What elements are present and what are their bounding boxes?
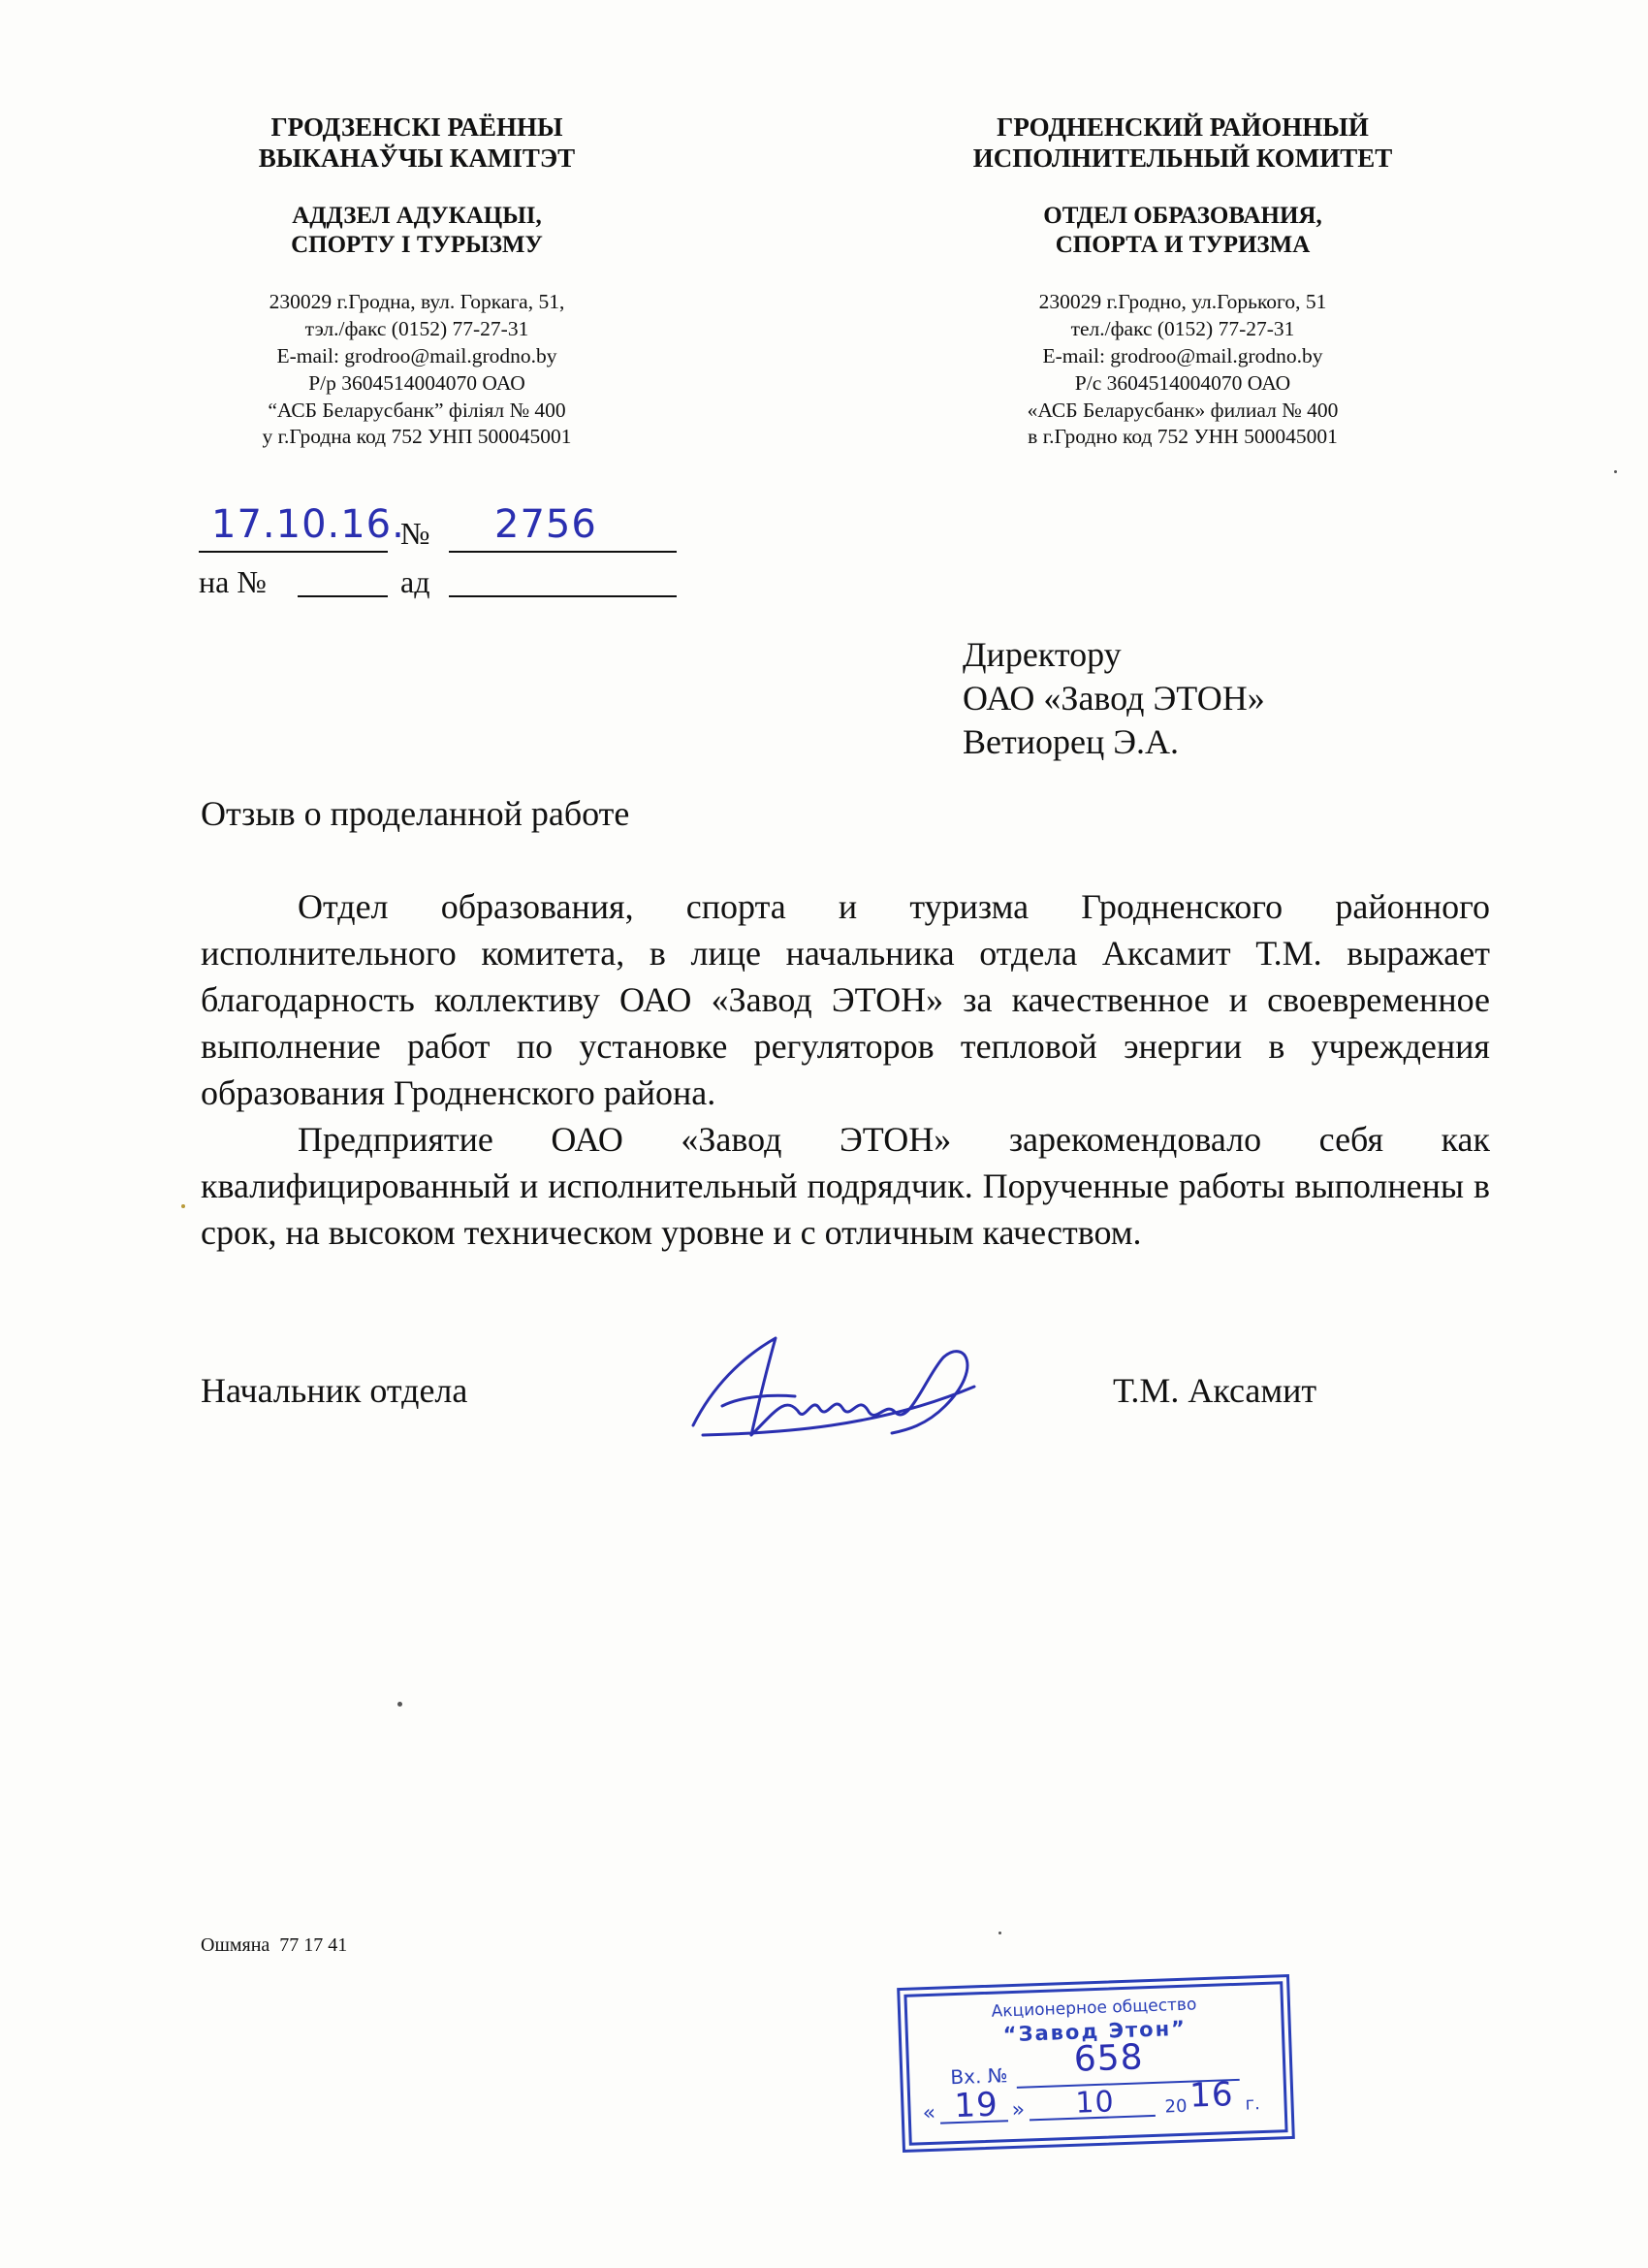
header-right-org-line1: ГРОДНЕНСКИЙ РАЙОННЫЙ bbox=[997, 112, 1369, 142]
addressee bbox=[963, 633, 1265, 764]
addressee-line: Директору bbox=[963, 635, 1122, 674]
scan-speck bbox=[1614, 470, 1617, 473]
stamp-year-prefix: 20 bbox=[1164, 2095, 1188, 2118]
reply-prefix: на № bbox=[199, 564, 267, 599]
header-left-org-line2: ВЫКАНАЎЧЫ КАМІТЭТ bbox=[258, 144, 576, 174]
header-left-address-line: у г.Гродна код 752 УНП 500045001 bbox=[262, 425, 572, 449]
scan-speck bbox=[181, 1204, 185, 1208]
date-underline bbox=[199, 551, 388, 553]
subject: Отзыв о проделанной работе bbox=[201, 794, 630, 833]
stamp-in-number: 658 bbox=[1073, 2037, 1145, 2080]
reply-number-underline bbox=[298, 595, 388, 597]
addressee-line: ОАО «Завод ЭТОН» bbox=[963, 679, 1265, 718]
stamp-quote-close: » bbox=[1011, 2097, 1026, 2124]
header-right-address-line: в г.Гродно код 752 УНН 500045001 bbox=[1028, 425, 1338, 449]
number-underline bbox=[449, 551, 677, 553]
header-right-address-line: E-mail: grodroo@mail.grodno.by bbox=[1042, 343, 1323, 367]
header-right-address-line: Р/с 3604514004070 ОАО bbox=[1074, 370, 1291, 395]
footer-note: Ошмяна 77 17 41 bbox=[201, 1934, 348, 1956]
reply-from: ад bbox=[400, 564, 430, 599]
stamp-quote-open: « bbox=[922, 2100, 936, 2126]
header-right-address-line: «АСБ Беларусбанк» филиал № 400 bbox=[1027, 398, 1339, 422]
registration-date: 17.10.16. bbox=[211, 502, 405, 547]
header-left-dept-line2: СПОРТУ І ТУРЫЗМУ bbox=[291, 231, 543, 258]
scan-speck bbox=[998, 1932, 1001, 1934]
stamp-day: 19 bbox=[953, 2085, 999, 2126]
registration-number: 2756 bbox=[494, 502, 597, 547]
header-right-address-line: тел./факс (0152) 77-27-31 bbox=[1070, 316, 1295, 340]
stamp-month: 10 bbox=[1074, 2085, 1116, 2121]
header-left-address-line: тэл./факс (0152) 77-27-31 bbox=[304, 316, 529, 340]
header-left-dept-line1: АДДЗЕЛ АДУКАЦЫІ, bbox=[292, 202, 542, 229]
addressee-line: Ветиорец Э.А. bbox=[963, 722, 1179, 761]
signature-position: Начальник отдела bbox=[201, 1371, 468, 1410]
incoming-stamp bbox=[903, 1981, 1287, 2146]
header-right-dept-line1: ОТДЕЛ ОБРАЗОВАНИЯ, bbox=[1043, 202, 1322, 229]
header-left-org-line1: ГРОДЗЕНСКІ РАЁННЫ bbox=[270, 112, 563, 142]
header-left bbox=[136, 112, 698, 451]
body-paragraph: Предприятие ОАО «Завод ЭТОН» зарекомендовало себя как квалифицированный и исполнительный подрядчик. Порученные работы выполнены в срок, на высоком техническом уровне и с отличным качеством. bbox=[201, 1120, 1490, 1252]
stamp-year-unit: г. bbox=[1245, 2093, 1261, 2115]
header-left-address-line: Р/р 3604514004070 ОАО bbox=[308, 370, 525, 395]
letter-body bbox=[201, 883, 1490, 1256]
header-left-address-line: E-mail: grodroo@mail.grodno.by bbox=[276, 343, 557, 367]
handwritten-signature bbox=[683, 1319, 1003, 1454]
stamp-year-suffix: 16 bbox=[1188, 2075, 1235, 2116]
header-left-address-line: “АСБ Беларусбанк” філіял № 400 bbox=[268, 398, 566, 422]
signature-name: Т.М. Аксамит bbox=[1113, 1371, 1317, 1410]
stamp-line2: “Завод Этон” bbox=[1002, 2016, 1188, 2047]
number-sign: № bbox=[400, 516, 430, 551]
header-left-address bbox=[136, 289, 698, 452]
header-right-address-line: 230029 г.Гродно, ул.Горького, 51 bbox=[1038, 289, 1327, 313]
body-paragraph: Отдел образования, спорта и туризма Гродненского районного исполнительного комитета, в лице начальника отдела Аксамит Т.М. выражает благодарность коллективу ОАО «Завод ЭТОН» за качественное и своевременное выполнение работ по установке регуляторов тепловой энергии в учреждения образования Гродненского района. bbox=[201, 887, 1490, 1112]
header-right-dept-line2: СПОРТА И ТУРИЗМА bbox=[1055, 231, 1311, 258]
stamp-in-label: Вх. № bbox=[949, 2063, 1008, 2090]
header-right bbox=[911, 112, 1454, 451]
scan-speck bbox=[397, 1702, 402, 1707]
stamp-line1: Акционерное общество bbox=[991, 1995, 1197, 2022]
header-left-address-line: 230029 г.Гродна, вул. Горкага, 51, bbox=[269, 289, 565, 313]
reply-date-underline bbox=[449, 595, 677, 597]
header-right-address bbox=[911, 289, 1454, 452]
header-right-org-line2: ИСПОЛНИТЕЛЬНЫЙ КОМИТЕТ bbox=[972, 144, 1393, 174]
